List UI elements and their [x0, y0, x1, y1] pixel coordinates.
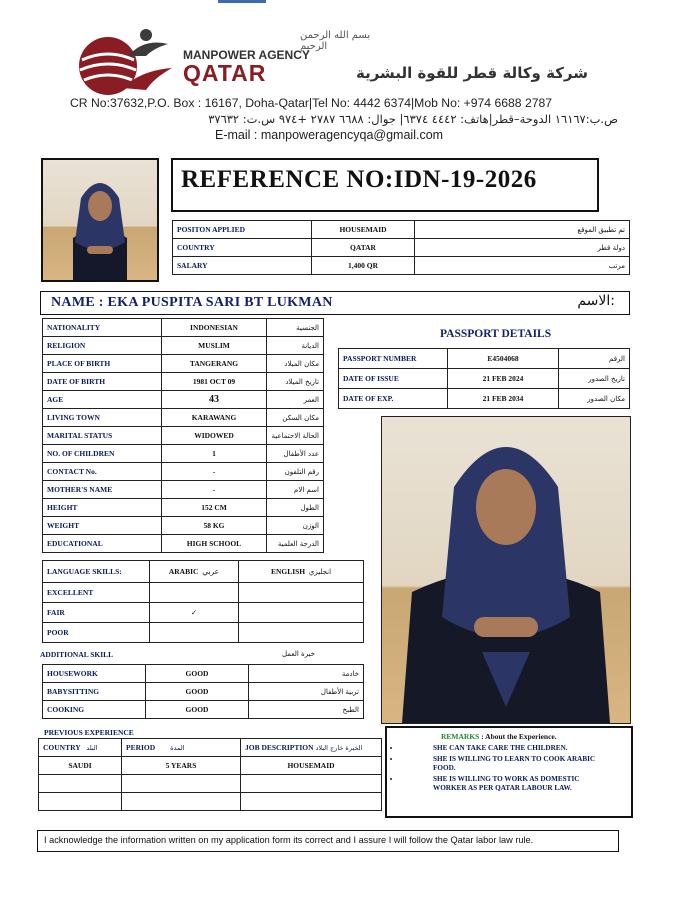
language-title: LANGUAGE SKILLS: [43, 561, 150, 583]
table-row [43, 683, 364, 701]
arabic-label: ARABIC [168, 567, 199, 576]
contact-line-en: CR No:37632,P.O. Box : 16167, Doha-Qatar|Tel No: 4442 6374|Mob No: +974 6688 2787 [70, 96, 553, 110]
personal-label: MOTHER'S NAME [43, 481, 162, 499]
table-row [173, 221, 630, 239]
job-table [172, 220, 630, 275]
table-row [43, 665, 364, 683]
personal-value: 1981 OCT 09 [162, 373, 267, 391]
remarks-subtitle: : About the Experience. [481, 732, 557, 741]
reference-number: REFERENCE NO:IDN-19-2026 [181, 166, 537, 193]
table-row [43, 319, 324, 337]
table-row [339, 349, 630, 369]
personal-label-ar: رقم التلفون [267, 463, 324, 481]
arabic-mark: ✓ [150, 603, 239, 623]
passport-value: 21 FEB 2034 [448, 389, 559, 409]
table-row [39, 739, 382, 757]
personal-label: CONTACT No. [43, 463, 162, 481]
personal-label-ar: الطول [267, 499, 324, 517]
personal-value: 43 [162, 391, 267, 409]
job-label-ar: تم تطبيق الموقع [415, 221, 630, 239]
personal-value: HIGH SCHOOL [162, 535, 267, 553]
remarks-title: REMARKS [441, 732, 480, 741]
skill-label-ar: الطبخ [249, 701, 364, 719]
table-row [43, 481, 324, 499]
personal-label: DATE OF BIRTH [43, 373, 162, 391]
table-row [43, 535, 324, 553]
remarks-header [441, 732, 557, 741]
skill-value: GOOD [146, 665, 249, 683]
agency-name-qatar: QATAR [183, 60, 267, 86]
remarks-box [385, 726, 633, 818]
skill-label-ar: تربية الأطفال [249, 683, 364, 701]
list-item: • SHE CAN TAKE CARE THE CHILDREN. [401, 744, 611, 753]
personal-label: AGE [43, 391, 162, 409]
applicant-name-ar: الاسم: [577, 293, 615, 309]
job-label: SALARY [173, 257, 312, 275]
agency-name-en: MANPOWER AGENCY [183, 48, 310, 62]
personal-table [42, 318, 324, 553]
personal-label-ar: مكان السكن [267, 409, 324, 427]
personal-label-ar: الوزن [267, 517, 324, 535]
col-country-ar: البلد [86, 744, 98, 752]
col-period-label: PERIOD [126, 743, 156, 752]
exp-job [241, 793, 382, 811]
personal-value: KARAWANG [162, 409, 267, 427]
job-value: 1,400 QR [312, 257, 415, 275]
agency-logo [68, 26, 180, 98]
skill-label: HOUSEWORK [43, 665, 146, 683]
arabic-mark [150, 623, 239, 643]
table-row [43, 603, 364, 623]
personal-value: INDONESIAN [162, 319, 267, 337]
language-level: EXCELLENT [43, 583, 150, 603]
arabic-label-ar: عربي [202, 567, 220, 576]
personal-label: NATIONALITY [43, 319, 162, 337]
passport-label-ar: تاريخ الصدور [559, 369, 630, 389]
personal-label-ar: الحالة الاجتماعية [267, 427, 324, 445]
table-row [43, 561, 364, 583]
table-row [43, 355, 324, 373]
personal-value: TANGERANG [162, 355, 267, 373]
applicant-photo-small [41, 158, 159, 282]
col-period [122, 739, 241, 757]
job-value: QATAR [312, 239, 415, 257]
table-row [43, 499, 324, 517]
language-level: POOR [43, 623, 150, 643]
col-country-label: COUNTRY [43, 743, 81, 752]
english-label: ENGLISH [270, 567, 306, 576]
exp-period: 5 YEARS [122, 757, 241, 775]
job-label-ar: مرتب [415, 257, 630, 275]
list-item: • SHE IS WILLING TO LEARN TO COOK ARABIC FOOD. [401, 755, 611, 773]
job-value: HOUSEMAID [312, 221, 415, 239]
passport-value: E4504068 [448, 349, 559, 369]
applicant-photo-large [381, 416, 631, 724]
table-row [43, 517, 324, 535]
table-row [43, 373, 324, 391]
experience-table [38, 738, 382, 811]
personal-label-ar: تاريخ الميلاد [267, 373, 324, 391]
personal-label: PLACE OF BIRTH [43, 355, 162, 373]
acknowledgement-box [37, 830, 619, 852]
table-row [43, 463, 324, 481]
arabic-mark [150, 583, 239, 603]
personal-label: LIVING TOWN [43, 409, 162, 427]
additional-skill-title-ar: خبرة العمل [282, 650, 315, 658]
table-row [43, 583, 364, 603]
table-row [173, 257, 630, 275]
table-row [43, 445, 324, 463]
skill-label: BABYSITTING [43, 683, 146, 701]
personal-label-ar: الجنسية [267, 319, 324, 337]
table-row [43, 337, 324, 355]
reference-box [171, 158, 599, 212]
exp-country [39, 775, 122, 793]
language-col-arabic [150, 561, 239, 583]
exp-job [241, 775, 382, 793]
passport-label-ar: الرقم [559, 349, 630, 369]
exp-period [122, 793, 241, 811]
passport-label: DATE OF ISSUE [339, 369, 448, 389]
language-col-english [239, 561, 364, 583]
table-row [173, 239, 630, 257]
table-row [39, 757, 382, 775]
personal-value: WIDOWED [162, 427, 267, 445]
list-item: • SHE IS WILLING TO WORK AS DOMESTIC WORKER AS PER QATAR LABOUR LAW. [401, 775, 611, 793]
passport-label: DATE OF EXP. [339, 389, 448, 409]
email-line: E-mail : manpoweragencyqa@gmail.com [215, 128, 444, 142]
exp-country: SAUDI [39, 757, 122, 775]
personal-label: EDUCATIONAL [43, 535, 162, 553]
personal-label: WEIGHT [43, 517, 162, 535]
col-job [241, 739, 382, 757]
job-label: COUNTRY [173, 239, 312, 257]
english-label-ar: انجليزي [308, 568, 332, 576]
col-job-label: JOB DESCRIPTION [245, 743, 314, 752]
language-level: FAIR [43, 603, 150, 623]
table-row [43, 427, 324, 445]
remarks-list [387, 742, 611, 793]
personal-label: RELIGION [43, 337, 162, 355]
language-table [42, 560, 364, 643]
col-country [39, 739, 122, 757]
bismillah: بسم الله الرحمن الرحيم [300, 30, 371, 52]
skill-value: GOOD [146, 683, 249, 701]
personal-value: 1 [162, 445, 267, 463]
additional-skill-table [42, 664, 364, 719]
personal-value: 152 CM [162, 499, 267, 517]
passport-value: 21 FEB 2024 [448, 369, 559, 389]
table-row [43, 391, 324, 409]
additional-skill-title: ADDITIONAL SKILL [40, 650, 114, 659]
exp-country [39, 793, 122, 811]
english-mark [239, 603, 364, 623]
table-row [39, 775, 382, 793]
personal-value: - [162, 481, 267, 499]
table-row [339, 389, 630, 409]
acknowledgement-text: I acknowledge the information written on my application form its correct and I assure I will follow the Qatar labor law rule. [44, 835, 534, 845]
applicant-name: NAME : EKA PUSPITA SARI BT LUKMAN [51, 295, 333, 310]
personal-label-ar: عدد الأطفال [267, 445, 324, 463]
table-row [43, 623, 364, 643]
personal-label-ar: مكان الميلاد [267, 355, 324, 373]
personal-label-ar: الدرجة العلمية [267, 535, 324, 553]
exp-job: HOUSEMAID [241, 757, 382, 775]
passport-table [338, 348, 630, 409]
name-bar [40, 291, 630, 315]
passport-title: PASSPORT DETAILS [440, 328, 552, 340]
english-mark [239, 623, 364, 643]
skill-value: GOOD [146, 701, 249, 719]
personal-value: - [162, 463, 267, 481]
personal-label: NO. OF CHILDREN [43, 445, 162, 463]
english-mark [239, 583, 364, 603]
table-row [339, 369, 630, 389]
table-row [43, 701, 364, 719]
passport-label-ar: مكان الصدور [559, 389, 630, 409]
top-tab-decoration [218, 0, 266, 3]
personal-value: 58 KG [162, 517, 267, 535]
col-job-ar: الخبرة خارج البلاد [315, 744, 363, 752]
table-row [43, 409, 324, 427]
personal-label-ar: اسم الام [267, 481, 324, 499]
personal-label-ar: العمر [267, 391, 324, 409]
experience-title: PREVIOUS EXPERIENCE [44, 728, 134, 737]
contact-line-ar: ص.ب:١٦١٦٧ الدوحة–قطر|هاتف: ٤٤٤٢ ٦٣٧٤| جوال: ٦٦٨٨ ٢٧٨٧ +٩٧٤ س.ت: ٣٧٦٣٢ [208, 112, 618, 126]
personal-label: MARITAL STATUS [43, 427, 162, 445]
job-label-ar: دولة قطر [415, 239, 630, 257]
passport-label: PASSPORT NUMBER [339, 349, 448, 369]
exp-period [122, 775, 241, 793]
personal-label: HEIGHT [43, 499, 162, 517]
personal-label-ar: الديانة [267, 337, 324, 355]
skill-label: COOKING [43, 701, 146, 719]
job-label: POSITON APPLIED [173, 221, 312, 239]
personal-value: MUSLIM [162, 337, 267, 355]
agency-name-ar: شركة وكالة قطر للقوة البشرية [356, 64, 588, 82]
table-row [39, 793, 382, 811]
col-period-ar: المدة [170, 744, 185, 752]
skill-label-ar: خادمة [249, 665, 364, 683]
